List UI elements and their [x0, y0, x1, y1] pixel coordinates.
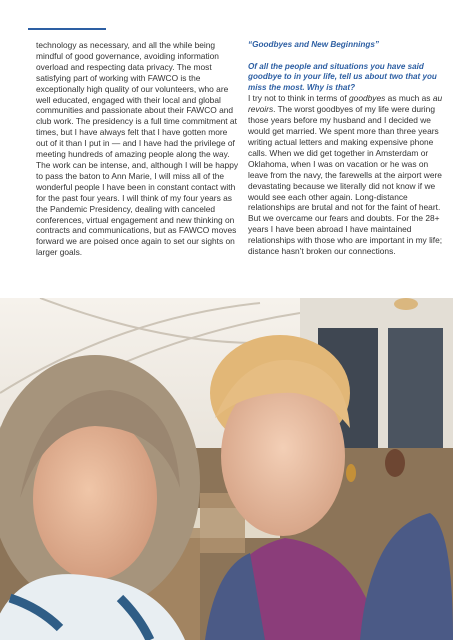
- left-column-paragraph: technology as necessary, and all the while being mindful of good governance, avoiding information overload and respecting data privacy. The most satisfying part of working with FAWCO is the exceptionally high quality of our volunteers, who are well educated, engaged with their local and global communities and passionate about their FAWCO and club work. The presidency is a full time commitment at times, but I have always felt that I have gotten more out of it than I put in — and I have had the privilege of meeting hundreds of amazing people along the way. The work can be intense, and, although I will be happy to pass the baton to Ann Marie, I will miss all of the wonderful people I have been in constant contact with for the past four years. I will think of my four years as the Pandemic Presidency, dealing with canceled conferences, virtual engagement and new thinking on contracts and communications, but as FAWCO moves forward we are poised once again to set our sights on larger goals.: [36, 40, 239, 258]
- interview-question: Of all the people and situations you have said goodbye to in your life, tell us about two that you miss the most. Why is that?: [248, 61, 437, 92]
- left-text-column: [36, 40, 241, 258]
- answer-text: . The worst goodbyes of my life were during those years before my husband and I decided we would get married. We spent more than three years writing actual letters and making expensive phone calls. When we did get together in Amsterdam or Oklahoma, when I was on vacation or he was on leave from the navy, the farewells at the airport were devastating because we literally did not know if we would see each other again. Long-distance relationships are brutal and not for the faint of heart. But we overcame our fears and doubts. For the 28+ years I have been abroad I have maintained relationships with those who are important in my life; distance hasn’t broken our connections.: [248, 104, 443, 257]
- answer-emphasis: au revoirs: [248, 93, 443, 115]
- interview-answer: [248, 93, 444, 257]
- answer-emphasis: goodbyes: [349, 93, 386, 104]
- two-women-selfie-photo: [0, 298, 453, 640]
- answer-text: I try not to think in terms of: [248, 93, 350, 104]
- right-text-column: [248, 40, 444, 257]
- top-accent-rule: [28, 28, 106, 30]
- section-heading: “Goodbyes and New Beginnings”: [248, 40, 380, 49]
- answer-text: as much as: [385, 93, 433, 104]
- portrait-photo: [0, 298, 453, 640]
